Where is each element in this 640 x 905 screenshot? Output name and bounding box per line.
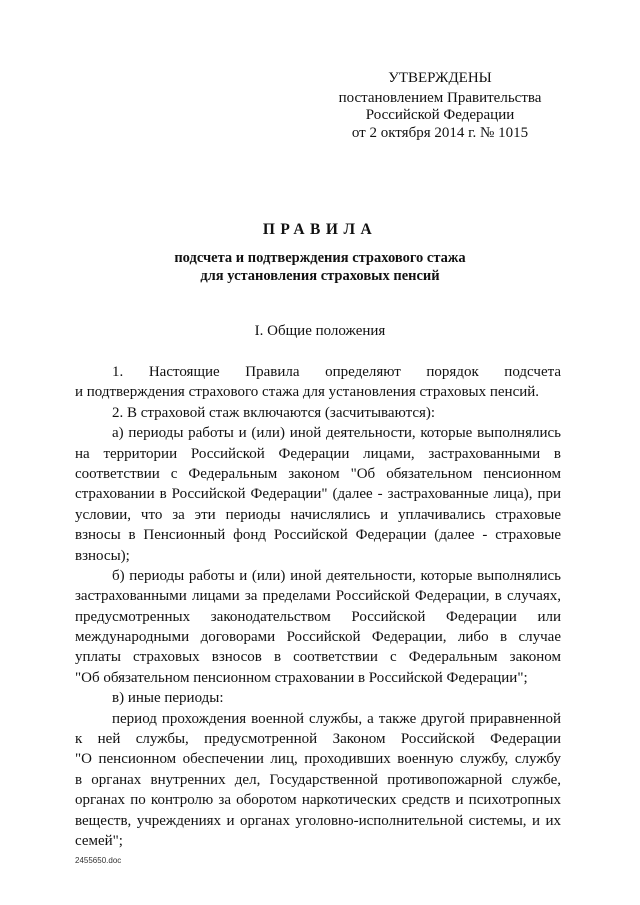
body-line: период прохождения военной службы, а также другой приравненной — [112, 710, 561, 727]
body-line: в) иные периоды: — [112, 690, 224, 707]
body-line: уплаты страховых взносов в соответствии с Федеральным законом — [75, 649, 561, 666]
subtitle-line-1: подсчета и подтверждения страхового стажа — [174, 250, 466, 266]
body-line: условии, что за эти периоды начислялись и уплачивались страховые — [75, 506, 561, 523]
document-title: ПРАВИЛА — [262, 221, 378, 238]
approval-line-4: от 2 октября 2014 г. № 1015 — [351, 124, 529, 141]
body-line: б) периоды работы и (или) иной деятельности, которые выполнялись — [112, 567, 561, 584]
approval-stamp — [330, 70, 550, 142]
body-line: взносы в Пенсионный фонд Российской Федерации (далее - страховые — [75, 527, 561, 544]
body-line: "О пенсионном обеспечении лиц, проходивших военную службу, службу — [75, 751, 561, 768]
body-line: международными договорами Российской Федерации, либо в случае — [75, 629, 561, 646]
body-line: а) периоды работы и (или) иной деятельности, которые выполнялись — [112, 425, 561, 442]
body-line: органах по контролю за оборотом наркотических средств и психотропных — [75, 792, 561, 809]
body-line: страховании в Российской Федерации" (далее - застрахованные лица), при — [75, 486, 561, 503]
body-line: взносы); — [75, 547, 130, 564]
file-name-footer: 2455650.doc — [75, 856, 122, 865]
body-line: семей"; — [75, 832, 123, 849]
body-line: в органах внутренних дел, Государственной противопожарной службе, — [75, 771, 561, 788]
body-line: к ней службы, предусмотренной Законом Российской Федерации — [75, 731, 561, 748]
document-body — [75, 362, 561, 851]
approval-line-2: постановлением Правительства — [338, 89, 542, 106]
body-line: предусмотренных законодательством Российской Федерации или — [75, 608, 561, 625]
subtitle-line-2: для установления страховых пенсий — [200, 268, 440, 284]
body-line: веществ, учреждениях и органах уголовно-исполнительной системы, и их — [75, 812, 561, 829]
body-line: 2. В страховой стаж включаются (засчитываются): — [112, 404, 436, 421]
approval-line-3: Российской Федерации — [365, 107, 515, 123]
body-line: застрахованными лицами за пределами Российской Федерации, в случаях, — [75, 588, 561, 605]
document-subtitle — [0, 249, 640, 285]
body-line: на территории Российской Федерации лицами, застрахованными в — [75, 445, 561, 462]
approval-heading: УТВЕРЖДЕНЫ — [388, 70, 492, 86]
body-line: и подтверждения страхового стажа для установления страховых пенсий. — [75, 384, 540, 401]
body-line: 1. Настоящие Правила определяют порядок подсчета — [112, 364, 561, 380]
body-line: соответствии с Федеральным законом "Об обязательном пенсионном — [75, 465, 561, 482]
body-line: "Об обязательном пенсионном страховании в Российской Федерации"; — [75, 669, 528, 686]
section-heading: I. Общие положения — [254, 323, 386, 339]
